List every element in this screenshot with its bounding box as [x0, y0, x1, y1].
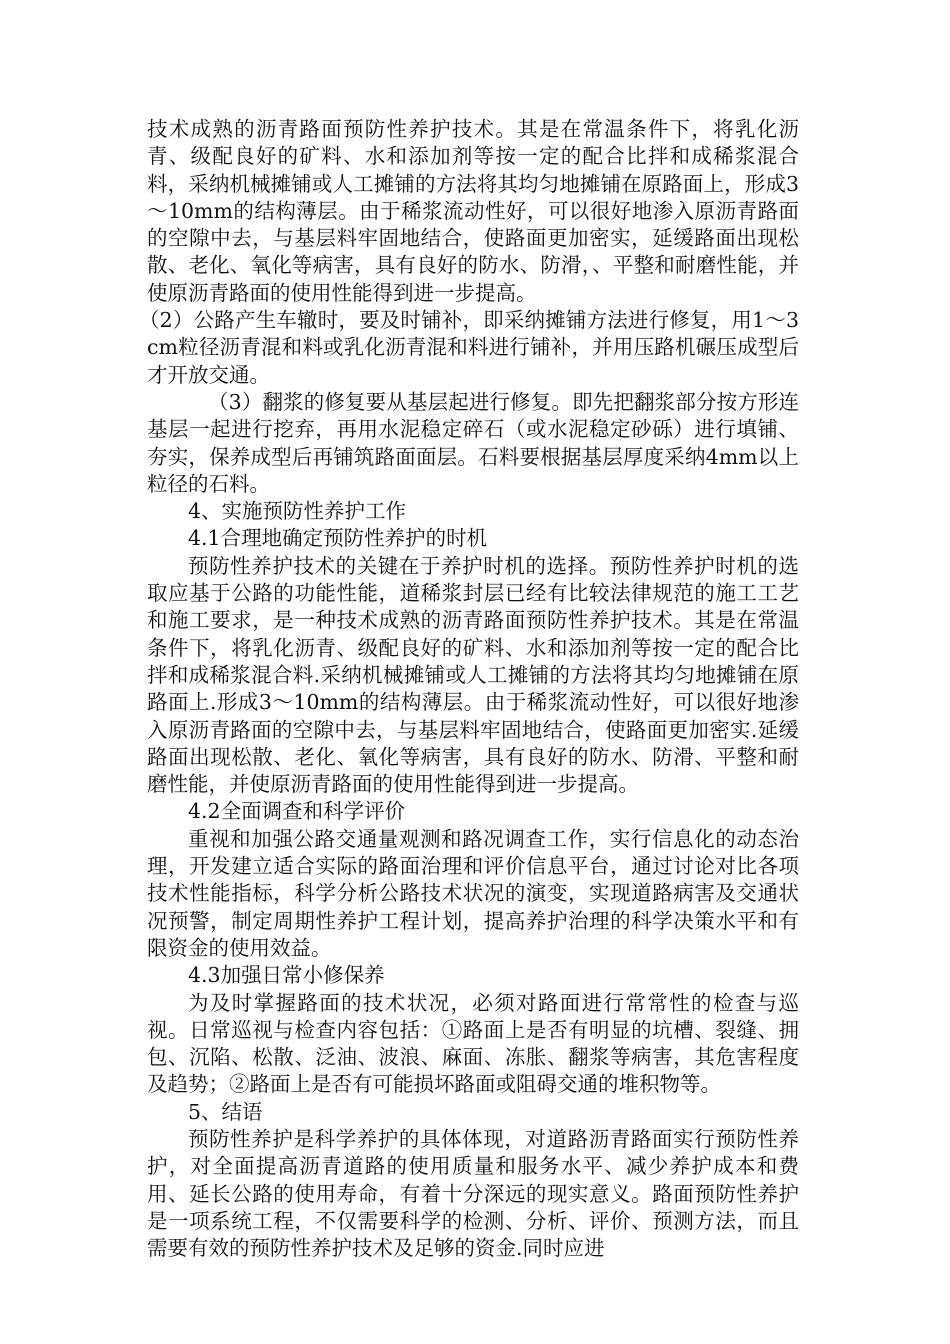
document-page [139, 116, 799, 1262]
paragraph-pumping-repair: （3）翻浆的修复要从基层起进行修复。即先把翻浆部分按方形连基层一起进行挖弃，再用水泥稳定碎石（或水泥稳定砂砾）进行填铺、夯实，保养成型后再铺筑路面面层。石料要根据基层厚度采纳4mm以上粒径的石料。 [147, 389, 799, 496]
paragraph-daily-maintenance: 为及时掌握路面的技术状况，必须对路面进行常常性的检查与巡视。日常巡视与检查内容包括：①路面上是否有明显的坑槽、裂缝、拥包、沉陷、松散、泛油、波浪、麻面、冻胀、翻浆等病害，其危害程度及趋势；②路面上是否有可能损坏路面或阻碍交通的堆积物等。 [147, 990, 799, 1097]
paragraph-rut-repair: （2）公路产生车辙时，要及时铺补，即采纳摊铺方法进行修复，用1～3cm粒径沥青混和料或乳化沥青混和料进行铺补，并用压路机碾压成型后才开放交通。 [139, 308, 799, 387]
paragraph-conclusion: 预防性养护是科学养护的具体体现，对道路沥青路面实行预防性养护，对全面提高沥青道路的使用质量和服务水平、减少养护成本和费用、延长公路的使用寿命，有着十分深远的现实意义。路面预防性养护是一项系统工程，不仅需要科学的检测、分析、评价、预测方法，而且需要有效的预防性养护技术及足够的资金.同时应进 [147, 1126, 799, 1261]
subsection-heading-4-2: 4.2全面调查和科学评价 [188, 799, 406, 824]
section-heading-4: 4、实施预防性养护工作 [188, 499, 407, 524]
subsection-heading-4-1: 4.1合理地确定预防性养护的时机 [188, 526, 488, 551]
paragraph-maintenance-timing: 预防性养护技术的关键在于养护时机的选择。预防性养护时机的选取应基于公路的功能性能，道稀浆封层已经有比较法律规范的施工工艺和施工要求，是一种技术成熟的沥青路面预防性养护技术。其是在常温条件下，将乳化沥青、级配良好的矿料、水和添加剂等按一定的配合比拌和成稀浆混合料.采纳机械摊铺或人工摊铺的方法将其均匀地摊铺在原路面上.形成3～10mm的结构薄层。由于稀浆流动性好，可以很好地渗入原沥青路面的空隙中去，与基层料牢固地结合，使路面更加密实.延缓路面出现松散、老化、氧化等病害，具有良好的防水、防滑、平整和耐磨性能，并使原沥青路面的使用性能得到进一步提高。 [147, 553, 799, 797]
subsection-heading-4-3: 4.3加强日常小修保养 [188, 963, 385, 988]
paragraph-survey-evaluation: 重视和加强公路交通量观测和路况调查工作，实行信息化的动态治理，开发建立适合实际的路面治理和评价信息平台，通过讨论对比各项技术性能指标，科学分析公路技术状况的演变，实现道路病害及交通状况预警，制定周期性养护工程计划，提高养护治理的科学决策水平和有限资金的使用效益。 [147, 826, 799, 960]
paragraph-slurry-seal-continued: 技术成熟的沥青路面预防性养护技术。其是在常温条件下，将乳化沥青、级配良好的矿料、水和添加剂等按一定的配合比拌和成稀浆混合料，采纳机械摊铺或人工摊铺的方法将其均匀地摊铺在原路面上，形成3～10mm的结构薄层。由于稀浆流动性好，可以很好地渗入原沥青路面的空隙中去，与基层料牢固地结合，使路面更加密实，延缓路面出现松散、老化、氧化等病害，具有良好的防水、防滑，、平整和耐磨性能，并使原沥青路面的使用性能得到进一步提高。 [147, 117, 799, 305]
section-heading-5: 5、结语 [188, 1099, 263, 1124]
